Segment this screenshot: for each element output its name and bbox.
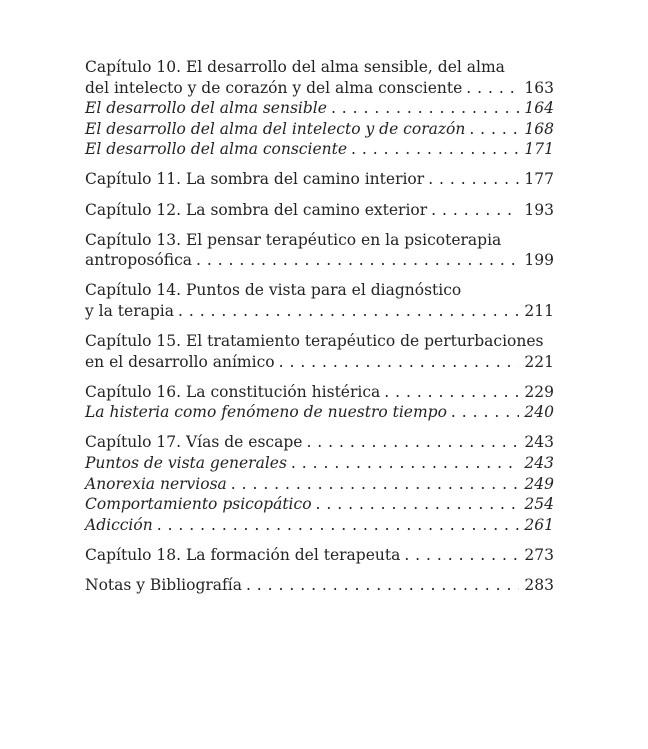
toc-entry xyxy=(85,331,554,372)
toc-entry-title: Capítulo 12. La sombra del camino exterior xyxy=(85,200,428,219)
toc-entry-last-line xyxy=(85,382,554,403)
toc-entry-last-line xyxy=(85,78,554,99)
toc-entry-title: y la terapia xyxy=(85,301,174,320)
toc-entry-page-number: 163 xyxy=(524,78,554,97)
toc-entry xyxy=(85,545,554,566)
toc-entry-last-line xyxy=(85,545,554,566)
toc-entry-wrapped-lines xyxy=(85,331,554,352)
toc-entry-title: El desarrollo del alma sensible xyxy=(85,99,327,118)
toc-entry-page-number: 249 xyxy=(524,474,554,493)
toc-entry-line: Capítulo 13. El pensar terapéutico en la psicoterapia xyxy=(85,230,502,249)
toc-entry-title: El desarrollo del alma del intelecto y de corazón xyxy=(85,119,466,138)
toc-entry-last-line xyxy=(85,474,554,495)
dot-leader xyxy=(306,432,519,453)
toc-entry-page-number: 193 xyxy=(524,200,554,219)
toc-entry-title: Anorexia nerviosa xyxy=(85,474,227,493)
toc-entry-title: La histeria como fenómeno de nuestro tiempo xyxy=(85,403,447,422)
toc-entry-title: Capítulo 11. La sombra del camino interior xyxy=(85,170,425,189)
toc-entry-wrapped-lines xyxy=(85,57,554,78)
toc-entry xyxy=(85,575,554,596)
toc-entry-last-line xyxy=(85,200,554,221)
toc-entry-title: antroposófica xyxy=(85,251,192,270)
toc-entry-page-number: 254 xyxy=(524,495,554,514)
toc-entry-title: del intelecto y de corazón y del alma consciente xyxy=(85,78,463,97)
dot-leader xyxy=(469,119,519,140)
toc-entry-wrapped-lines xyxy=(85,230,554,251)
toc-entry-page-number: 221 xyxy=(524,352,554,371)
toc-entry-page-number: 283 xyxy=(524,575,554,594)
toc-entry-wrapped-lines xyxy=(85,280,554,301)
toc-entry xyxy=(85,402,554,423)
toc-entry-page-number: 177 xyxy=(524,170,554,189)
toc-entry-title: Capítulo 17. Vías de escape xyxy=(85,433,303,452)
dot-leader xyxy=(316,494,520,515)
toc-entry-page-number: 164 xyxy=(524,99,554,118)
toc-entry-last-line xyxy=(85,402,554,423)
dot-leader xyxy=(231,474,520,495)
toc-entry-last-line xyxy=(85,169,554,190)
toc-entry-page-number: 261 xyxy=(524,515,554,534)
dot-leader xyxy=(331,98,519,119)
dot-leader xyxy=(351,139,519,160)
dot-leader xyxy=(279,352,520,373)
toc-entry-title: Puntos de vista generales xyxy=(85,454,287,472)
toc-entry xyxy=(85,494,554,515)
toc-entry-page-number: 211 xyxy=(524,301,554,320)
toc-entry xyxy=(85,453,554,474)
dot-leader xyxy=(196,250,519,271)
dot-leader xyxy=(428,169,519,190)
toc-entry-title: Comportamiento psicopático xyxy=(85,495,312,514)
toc-entry xyxy=(85,280,554,321)
toc-entry-title: El desarrollo del alma consciente xyxy=(85,140,348,159)
toc-entry-page-number: 229 xyxy=(524,382,554,401)
toc-entry-page-number: 199 xyxy=(524,251,554,270)
toc-entry-last-line xyxy=(85,575,554,596)
toc-entry-page-number: 273 xyxy=(524,545,554,564)
toc-entry-last-line xyxy=(85,352,554,373)
dot-leader xyxy=(157,515,520,536)
toc-entry xyxy=(85,382,554,403)
toc-entry-page-number: 240 xyxy=(524,403,554,422)
toc-entry-page-number: 243 xyxy=(524,433,554,452)
dot-leader xyxy=(466,78,519,99)
dot-leader xyxy=(404,545,519,566)
toc-entry-title: en el desarrollo anímico xyxy=(85,352,275,371)
dot-leader xyxy=(246,575,519,596)
toc-entry-last-line xyxy=(85,494,554,515)
dot-leader xyxy=(431,200,519,221)
toc-entry xyxy=(85,57,554,98)
dot-leader xyxy=(384,382,519,403)
toc-entry-last-line xyxy=(85,515,554,536)
toc-entry-last-line xyxy=(85,250,554,271)
toc-entry-page-number: 171 xyxy=(524,140,554,159)
toc-entry xyxy=(85,169,554,190)
toc-entry-title: Capítulo 18. La formación del terapeuta xyxy=(85,545,401,564)
toc-entry-last-line xyxy=(85,432,554,453)
dot-leader xyxy=(291,453,519,474)
toc-entry-title: Capítulo 16. La constitución histérica xyxy=(85,382,381,401)
toc-entry-last-line xyxy=(85,453,554,474)
toc-entry-last-line xyxy=(85,301,554,322)
toc-entry xyxy=(85,474,554,495)
toc-entry-last-line xyxy=(85,98,554,119)
dot-leader xyxy=(178,301,519,322)
toc-entry-line: Capítulo 14. Puntos de vista para el diagnóstico xyxy=(85,281,462,300)
toc-entry-page-number: 168 xyxy=(524,119,554,138)
toc-entry-page-number: 243 xyxy=(524,454,554,472)
table-of-contents xyxy=(85,57,554,596)
toc-entry-last-line xyxy=(85,139,554,160)
toc-entry xyxy=(85,230,554,271)
toc-entry xyxy=(85,515,554,536)
toc-entry-last-line xyxy=(85,119,554,140)
toc-entry xyxy=(85,432,554,453)
toc-entry-line: Capítulo 15. El tratamiento terapéutico de perturbaciones xyxy=(85,332,544,351)
toc-entry xyxy=(85,98,554,119)
toc-entry xyxy=(85,139,554,160)
dot-leader xyxy=(451,402,519,423)
toc-entry xyxy=(85,119,554,140)
toc-entry-line: Capítulo 10. El desarrollo del alma sensible, del alma xyxy=(85,58,505,76)
toc-entry xyxy=(85,200,554,221)
toc-entry-title: Adicción xyxy=(85,515,153,534)
toc-entry-title: Notas y Bibliografía xyxy=(85,575,242,594)
